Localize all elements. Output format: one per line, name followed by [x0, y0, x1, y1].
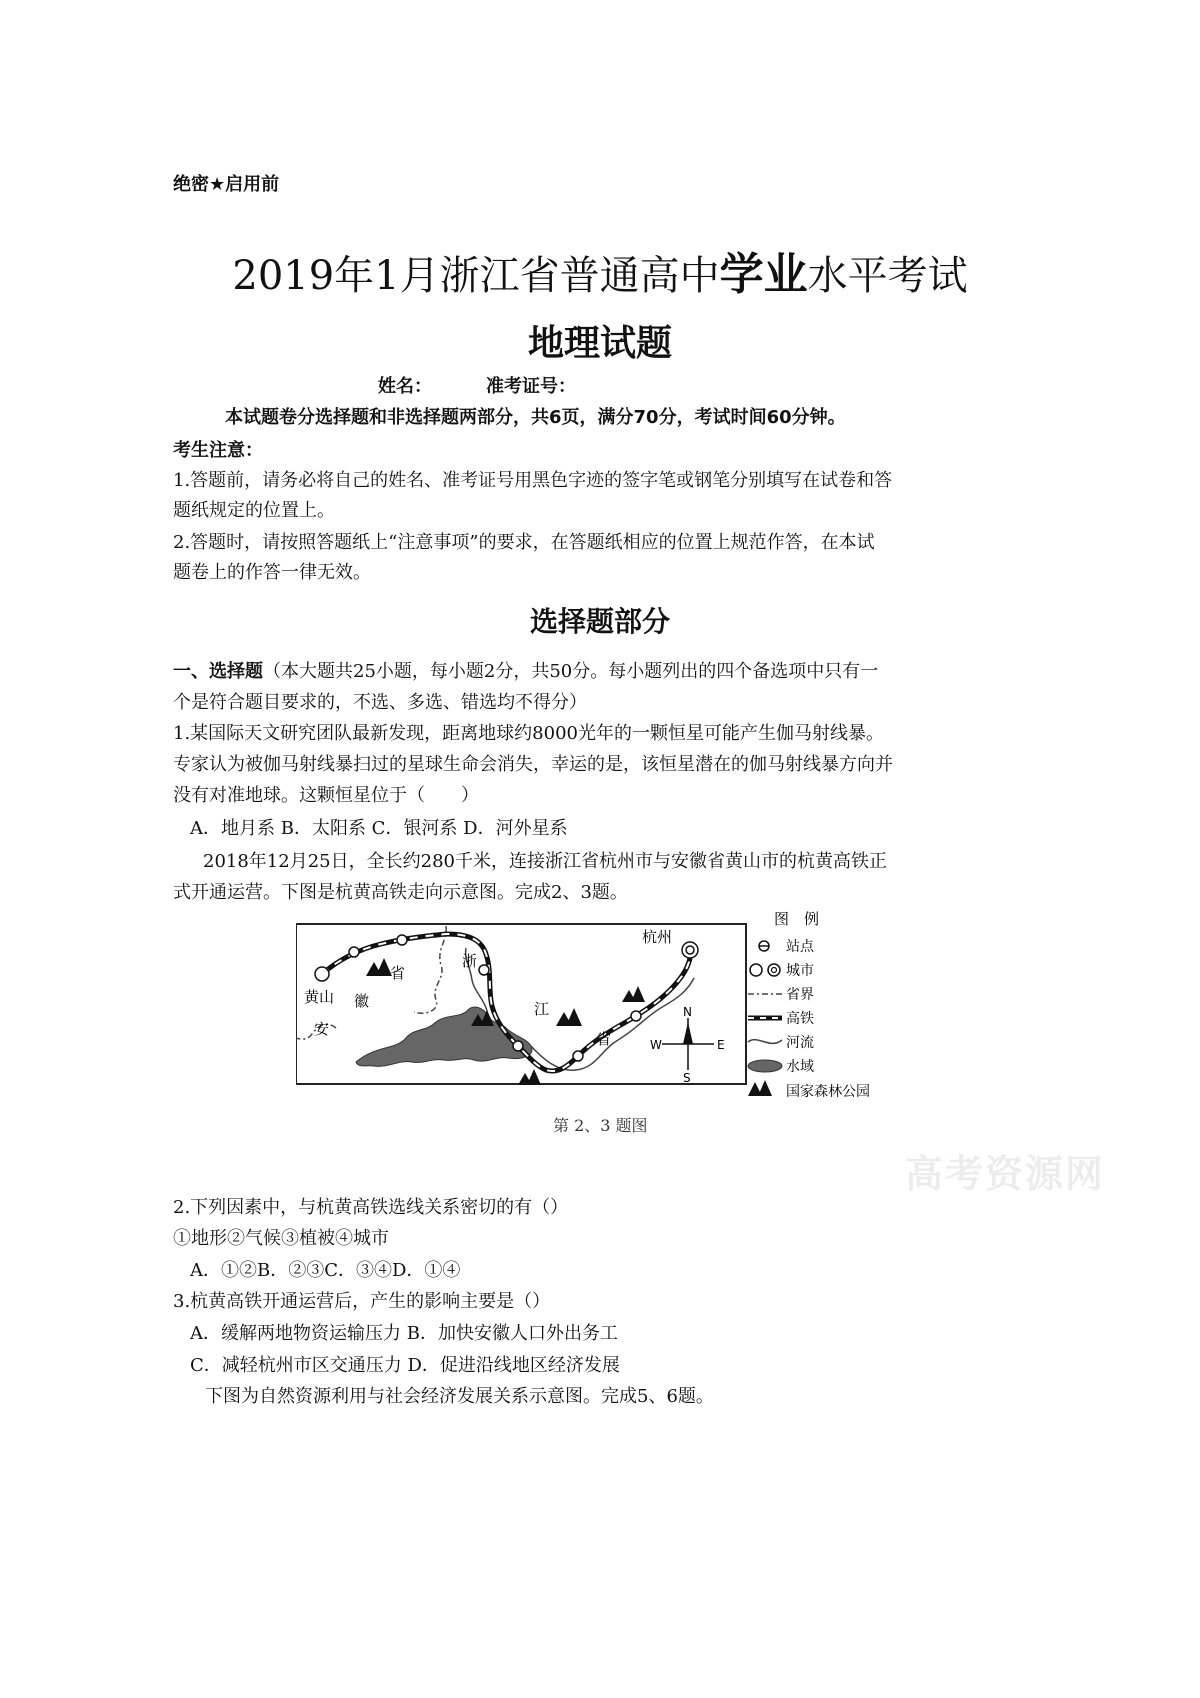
- rail-map: [296, 910, 916, 1109]
- title-part1: 2019年1月浙江省普通高中: [232, 253, 720, 299]
- map-legend: [748, 910, 870, 1100]
- q1-line1: 1.某国际天文研究团队最新发现，距离地球约8000光年的一颗恒星可能产生伽马射线暴。: [173, 723, 884, 744]
- part1-instructions: [173, 657, 878, 683]
- q2-options: A．①②B．②③C．③④D．①④: [190, 1260, 461, 1281]
- q3-stem: 3.杭黄高铁开通运营后，产生的影响主要是（）: [173, 1291, 551, 1312]
- q3-options-line1: A．缓解两地物资运输压力 B．加快安徽人口外出务工: [190, 1323, 618, 1344]
- svg-text:S: S: [683, 1071, 691, 1085]
- exam-id-label: 准考证号：: [486, 376, 576, 397]
- passage2: 下图为自然资源利用与社会经济发展关系示意图。完成5、6题。: [205, 1386, 714, 1407]
- q1-line2: 专家认为被伽马射线暴扫过的星球生命会消失，幸运的是，该恒星潜在的伽马射线暴方向并: [173, 754, 893, 775]
- q3-options-line2: C．减轻杭州市区交通压力 D．促进沿线地区经济发展: [190, 1355, 620, 1376]
- svg-text:图 例: 图 例: [774, 910, 820, 928]
- province-an: 安: [314, 1020, 330, 1038]
- part1-heading: 一、选择题: [173, 661, 263, 682]
- title-part2: 学业: [719, 249, 808, 300]
- svg-text:河流: 河流: [786, 1035, 814, 1051]
- q1-options: A．地月系 B．太阳系 C．银河系 D．河外星系: [190, 818, 568, 839]
- province-sheng2: 省: [596, 1030, 612, 1048]
- svg-text:省界: 省界: [786, 987, 814, 1003]
- svg-text:站点: 站点: [786, 939, 814, 955]
- confidential-label: 绝密★启用前: [173, 174, 280, 195]
- q2-stem: 2.下列因素中，与杭黄高铁选线关系密切的有（）: [173, 1197, 569, 1218]
- city-hangzhou: [682, 942, 698, 958]
- svg-text:高铁: 高铁: [786, 1011, 814, 1027]
- label-hangzhou: 杭州: [642, 928, 673, 946]
- notice-item1-line1: 1.答题前，请务必将自己的姓名、准考证号用黑色字迹的签字笔或钢笔分别填写在试卷和答: [173, 470, 893, 491]
- id-line: [378, 372, 576, 398]
- name-label: 姓名：: [378, 376, 432, 397]
- exam-title: [0, 238, 1200, 302]
- svg-text:E: E: [717, 1038, 725, 1052]
- notice-heading: 考生注意：: [173, 440, 263, 461]
- province-hui: 徽: [354, 992, 370, 1010]
- q1-line3: 没有对准地球。这颗恒星位于（ ）: [173, 785, 479, 806]
- passage1-line2: 式开通运营。下图是杭黄高铁走向示意图。完成2、3题。: [173, 882, 628, 903]
- map-caption: 第 2、3 题图: [553, 1116, 648, 1135]
- svg-text:W: W: [650, 1038, 662, 1052]
- section-title: 选择题部分: [529, 605, 670, 638]
- svg-text:水域: 水域: [786, 1059, 814, 1075]
- q2-items: ①地形②气候③植被④城市: [173, 1228, 389, 1249]
- svg-text:N: N: [683, 1005, 692, 1019]
- notice-item2-line2: 题卷上的作答一律无效。: [173, 562, 371, 583]
- watermark: 高考资源网: [905, 1152, 1106, 1196]
- notice-item2-line1: 2.答题时，请按照答题纸上“注意事项”的要求，在答题纸相应的位置上规范作答，在本试: [173, 532, 875, 553]
- title-part3: 水平考试: [807, 253, 968, 299]
- province-sheng1: 省: [390, 964, 406, 982]
- city-huangshan: [315, 967, 329, 981]
- subject-title: 地理试题: [527, 323, 672, 364]
- label-huangshan: 黄山: [304, 988, 335, 1006]
- exam-intro: 本试题卷分选择题和非选择题两部分，共6页，满分70分，考试时间60分钟。: [225, 407, 846, 428]
- part1-instr-line1: （本大题共25小题，每小题2分，共50分。每小题列出的四个备选项中只有一: [263, 661, 879, 682]
- notice-item1-line2: 题纸规定的位置上。: [173, 500, 335, 521]
- svg-text:城市: 城市: [786, 963, 814, 979]
- passage1-line1: 2018年12月25日，全长约280千米，连接浙江省杭州市与安徽省黄山市的杭黄高铁正: [203, 851, 887, 872]
- part1-instr-line2: 个是符合题目要求的，不选、多选、错选均不得分）: [173, 692, 587, 713]
- svg-text:国家森林公园: 国家森林公园: [786, 1084, 870, 1100]
- province-jiang: 江: [534, 1000, 550, 1018]
- province-zhe: 浙: [462, 952, 478, 970]
